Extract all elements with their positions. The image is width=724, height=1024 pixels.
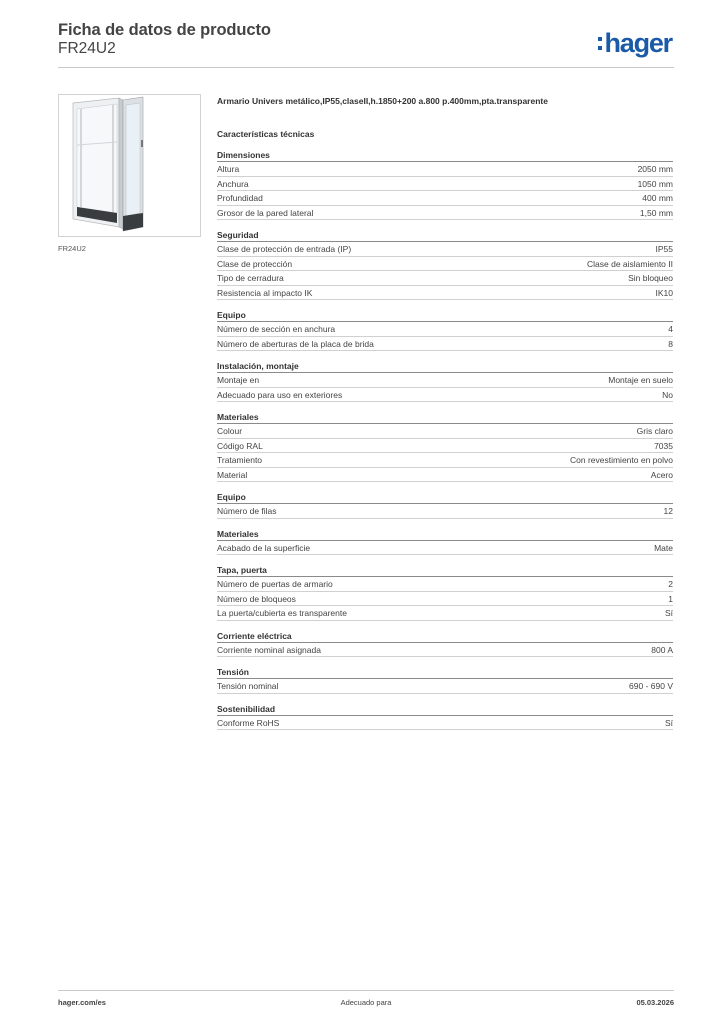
spec-row <box>217 388 673 403</box>
spec-row <box>217 286 673 301</box>
spec-label: La puerta/cubierta es transparente <box>217 608 347 618</box>
spec-row <box>217 242 673 257</box>
characteristics-heading: Características técnicas <box>217 129 315 139</box>
header-divider <box>58 67 674 68</box>
spec-value: Mate <box>654 542 673 553</box>
spec-section <box>217 149 673 220</box>
cabinet-illustration <box>59 95 200 236</box>
spec-section <box>217 630 673 658</box>
section-title: Materiales <box>217 528 673 541</box>
section-title: Instalación, montaje <box>217 360 673 373</box>
spec-section <box>217 360 673 402</box>
spec-row <box>217 337 673 352</box>
spec-label: Número de sección en anchura <box>217 324 336 334</box>
spec-label: Adecuado para uso en exteriores <box>217 389 343 400</box>
spec-label: Grosor de la pared lateral <box>217 207 314 218</box>
hager-logo[interactable] <box>598 28 672 58</box>
product-image <box>58 94 201 237</box>
spec-label: Clase de protección de entrada (IP) <box>217 244 352 254</box>
spec-value: Con revestimiento en polvo <box>569 455 673 465</box>
spec-value: Gris claro <box>636 426 673 436</box>
section-title: Materiales <box>217 411 673 424</box>
spec-value: 2050 mm <box>637 164 673 174</box>
spec-row <box>217 439 673 454</box>
spec-value: 1 <box>668 593 673 604</box>
section-title: Corriente eléctrica <box>217 630 673 643</box>
spec-section <box>217 528 673 556</box>
spec-value: Clase de aislamiento II <box>587 258 673 269</box>
spec-value: 2 <box>668 579 673 589</box>
spec-value: Sí <box>664 717 673 728</box>
spec-row <box>217 191 673 206</box>
spec-value: 690 - 690 V <box>629 681 673 691</box>
footer-divider <box>58 990 674 991</box>
spec-section <box>217 229 673 300</box>
section-title: Sostenibilidad <box>217 703 673 716</box>
spec-row <box>217 592 673 607</box>
spec-row <box>217 468 673 483</box>
spec-value: 4 <box>668 324 673 334</box>
spec-value: IK10 <box>655 287 673 298</box>
section-title: Tapa, puerta <box>217 564 673 577</box>
spec-value: 12 <box>663 506 673 516</box>
spec-row <box>217 271 673 286</box>
spec-value: Sí <box>664 608 673 618</box>
spec-value: 1050 mm <box>637 178 673 189</box>
spec-row <box>217 453 673 468</box>
spec-value: Montaje en suelo <box>608 375 673 385</box>
spec-value: 1,50 mm <box>639 207 673 218</box>
footer-website-link[interactable]: hager.com/es <box>58 998 106 1007</box>
spec-row <box>217 643 673 658</box>
spec-label: Tratamiento <box>217 455 263 465</box>
spec-label: Código RAL <box>217 440 263 451</box>
spec-label: Altura <box>217 164 240 174</box>
section-title: Equipo <box>217 491 673 504</box>
spec-label: Tipo de cerradura <box>217 273 284 283</box>
spec-row <box>217 606 673 621</box>
page-header <box>58 20 674 70</box>
section-title: Seguridad <box>217 229 673 242</box>
section-title: Dimensiones <box>217 149 673 162</box>
section-title: Equipo <box>217 309 673 322</box>
spec-row <box>217 577 673 592</box>
spec-row <box>217 424 673 439</box>
spec-row <box>217 541 673 556</box>
footer-date: 05.03.2026 <box>636 998 674 1007</box>
spec-row <box>217 716 673 731</box>
spec-row <box>217 177 673 192</box>
spec-section <box>217 309 673 351</box>
footer-middle-text: Adecuado para <box>340 998 392 1007</box>
spec-label: Número de aberturas de la placa de brida <box>217 338 374 349</box>
spec-label: Número de bloqueos <box>217 593 296 604</box>
spec-label: Conforme RoHS <box>217 717 280 728</box>
spec-row <box>217 373 673 388</box>
spec-row <box>217 679 673 694</box>
product-description: Armario Univers metálico,IP55,claseII,h.1850+200 a.800 p.400mm,pta.transparente <box>217 96 548 106</box>
spec-label: Montaje en <box>217 375 260 385</box>
logo-colon-icon <box>598 35 602 52</box>
product-details <box>217 94 673 739</box>
spec-label: Material <box>217 469 248 480</box>
spec-label: Número de puertas de armario <box>217 579 333 589</box>
spec-value: 8 <box>668 338 673 349</box>
spec-row <box>217 504 673 519</box>
page-footer <box>58 998 674 1010</box>
spec-label: Acabado de la superficie <box>217 542 311 553</box>
spec-value: 400 mm <box>642 193 673 203</box>
spec-row <box>217 257 673 272</box>
spec-section <box>217 411 673 482</box>
spec-section <box>217 703 673 731</box>
spec-section <box>217 564 673 621</box>
spec-sections <box>217 149 673 730</box>
spec-value: 800 A <box>651 644 673 655</box>
spec-value: 7035 <box>654 440 673 451</box>
spec-row <box>217 162 673 177</box>
spec-label: Colour <box>217 426 243 436</box>
spec-section <box>217 491 673 519</box>
spec-label: Resistencia al impacto IK <box>217 287 313 298</box>
image-caption: FR24U2 <box>58 244 86 253</box>
spec-label: Tensión nominal <box>217 681 279 691</box>
spec-row <box>217 322 673 337</box>
section-title: Tensión <box>217 666 673 679</box>
spec-label: Número de filas <box>217 506 277 516</box>
spec-row <box>217 206 673 221</box>
page-title: Ficha de datos de producto <box>58 21 271 39</box>
spec-section <box>217 666 673 694</box>
logo-text: hager <box>604 28 672 58</box>
spec-value: No <box>662 389 673 400</box>
spec-value: Acero <box>650 469 673 480</box>
spec-label: Anchura <box>217 178 249 189</box>
spec-label: Profundidad <box>217 193 263 203</box>
spec-value: IP55 <box>655 244 673 254</box>
product-code: FR24U2 <box>58 40 116 57</box>
spec-label: Clase de protección <box>217 258 293 269</box>
spec-label: Corriente nominal asignada <box>217 644 321 655</box>
spec-value: Sin bloqueo <box>628 273 673 283</box>
